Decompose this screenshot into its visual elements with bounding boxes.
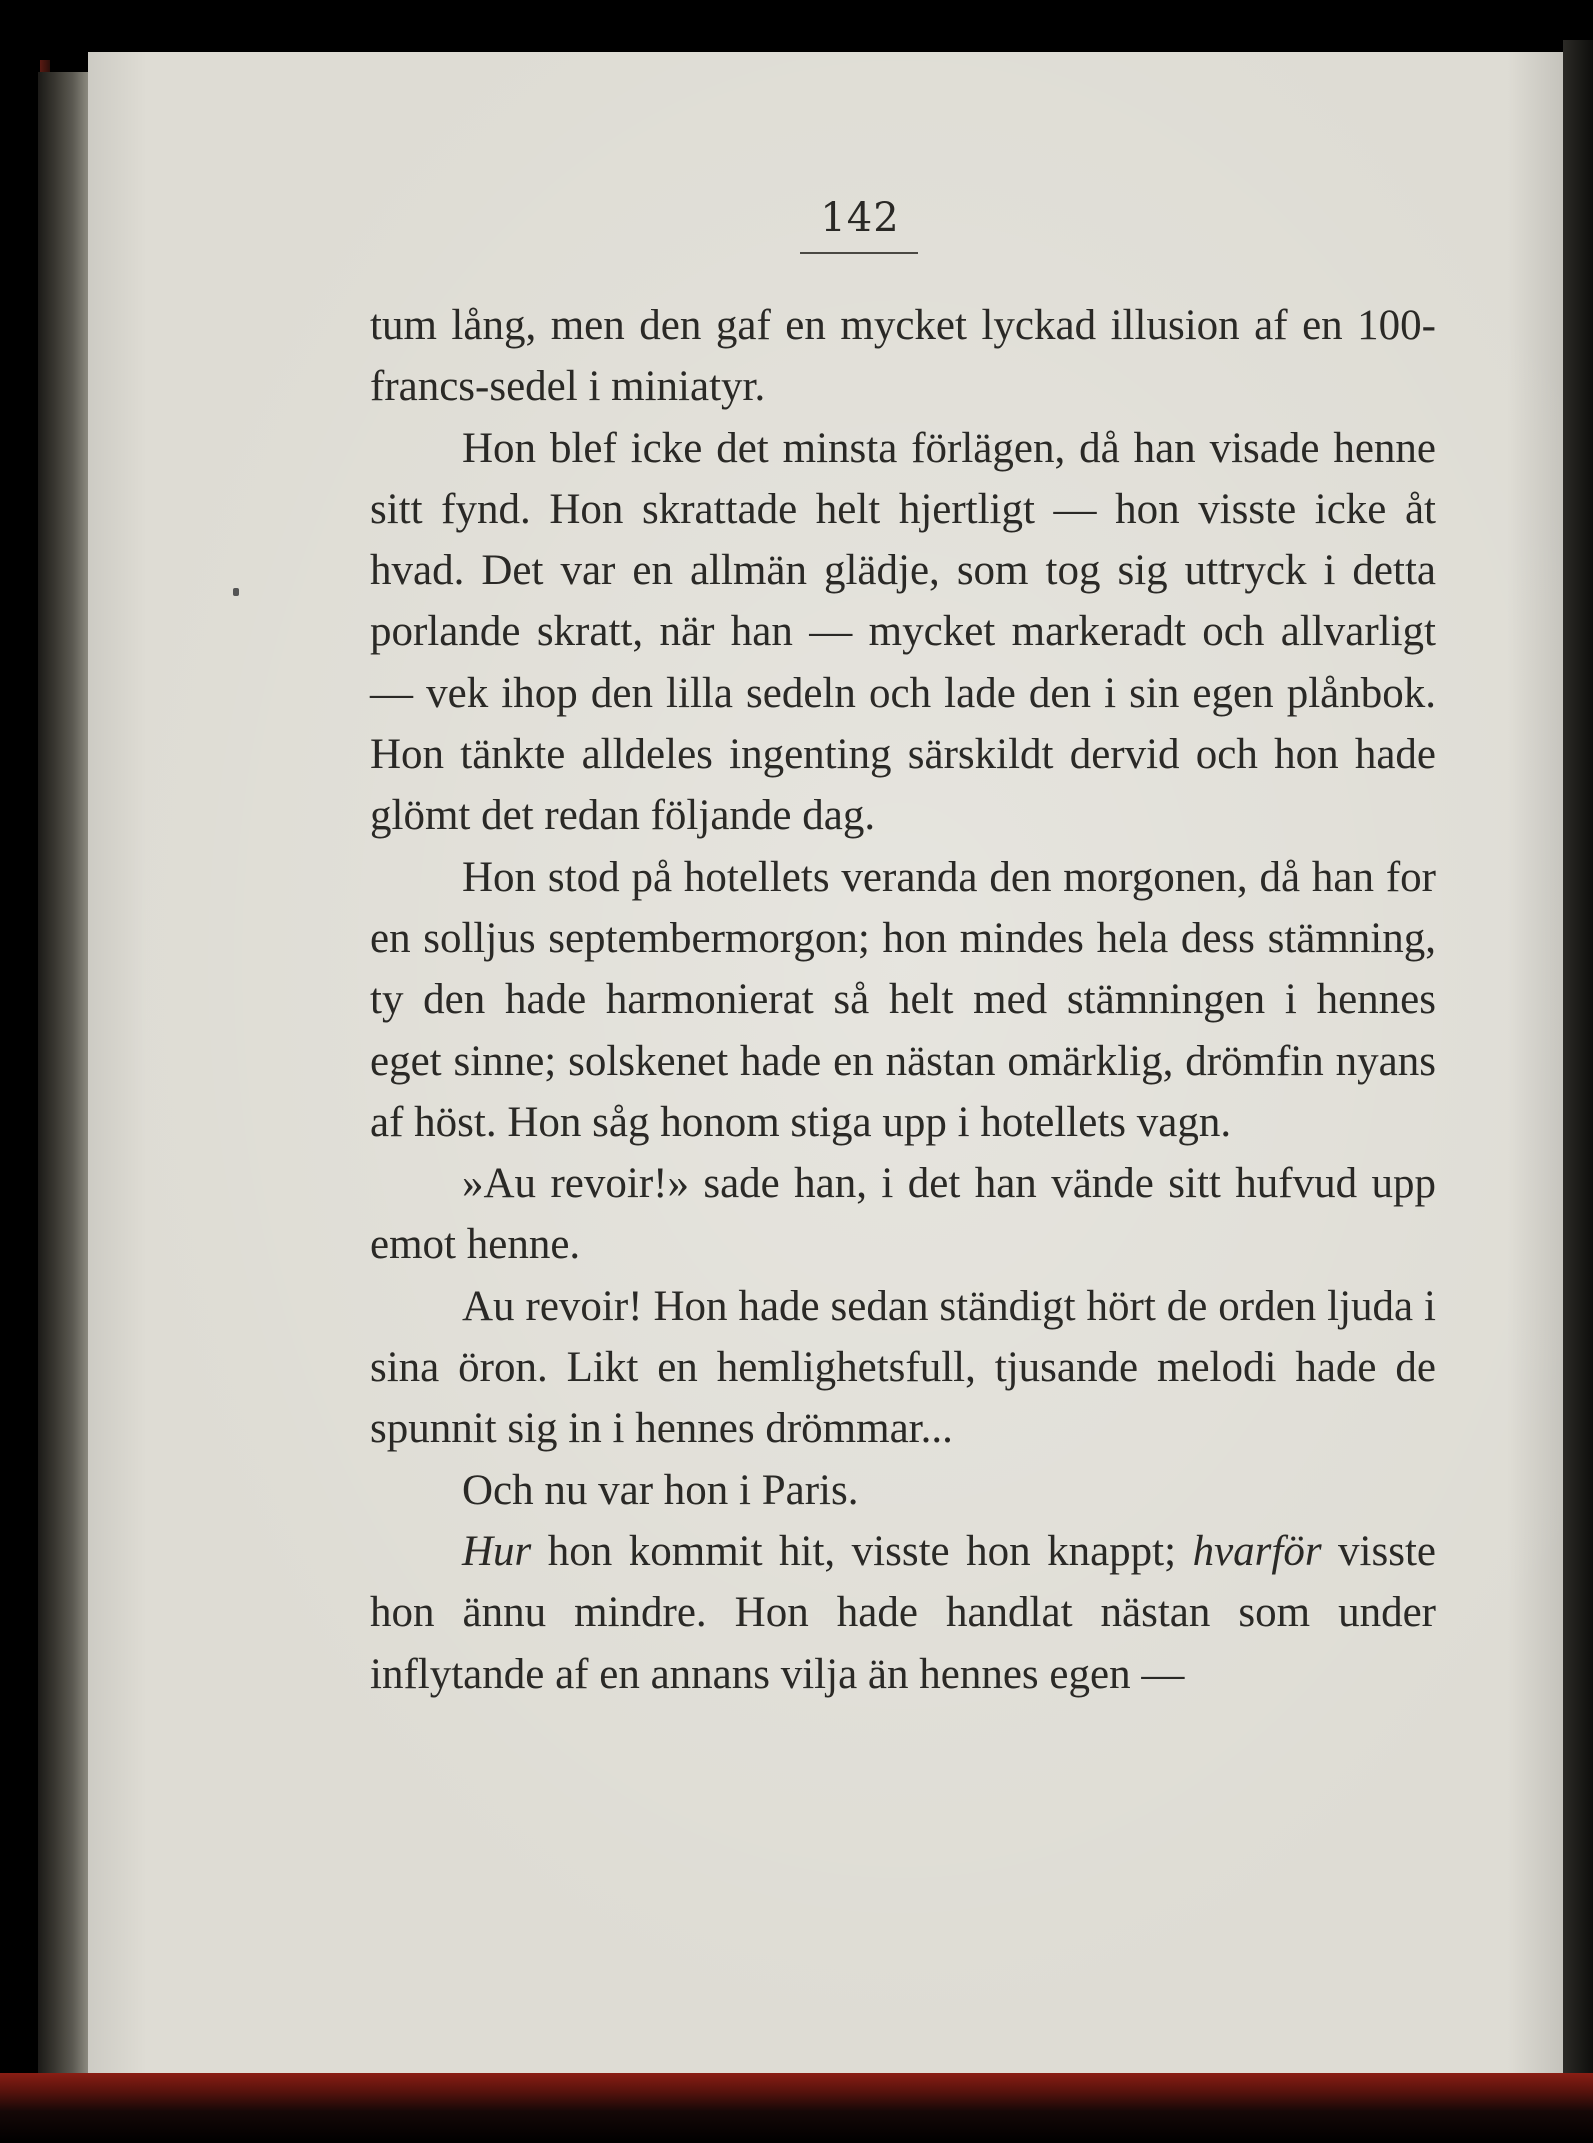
- book-spine-shadow: [38, 72, 88, 2082]
- bottom-page-edge: [0, 2073, 1593, 2143]
- page-number-rule: [800, 252, 918, 254]
- text-span: hon kommit hit, visste hon knappt;: [531, 1527, 1193, 1575]
- paragraph: Au revoir! Hon hade sedan ständigt hört de orden ljuda i sina öron. Likt en hemlighetsfull, tjusande melodi hade de spunnit sig in i hennes drömmar...: [370, 1282, 1436, 1453]
- margin-mark: [233, 588, 239, 596]
- paragraph: Hon blef icke det minsta förlägen, då han visade henne sitt fynd. Hon skrattade helt hjertligt — hon visste icke åt hvad. Det var en allmän glädje, som tog sig uttryck i detta porlande skratt, när han — mycket markeradt och allvarligt — vek ihop den lilla sedeln och lade den i sin egen plånbok. Hon tänkte alldeles ingenting särskildt dervid och hon hade glömt det redan följande dag.: [370, 424, 1436, 840]
- paragraph: Och nu var hon i Paris.: [462, 1466, 859, 1514]
- page-number: 142: [820, 195, 900, 241]
- paragraph: »Au revoir!» sade han, i det han vände sitt hufvud upp emot henne.: [370, 1160, 1436, 1269]
- text-span: visste hon ännu mindre. Hon hade handlat nästan som under inflytande af en annans vilja än hennes egen —: [370, 1527, 1436, 1698]
- paragraph: tum lång, men den gaf en mycket lyckad illusion af en 100-francs-sedel i miniatyr.: [370, 302, 1436, 411]
- paragraph-last: [370, 1521, 1436, 1705]
- italic-word: Hur: [462, 1527, 532, 1575]
- paragraph: Hon stod på hotellets veranda den morgonen, då han for en solljus septembermorgon; hon mindes hela dess stämning, ty den hade harmonierat så helt med stämningen i hennes eget sinne; solskenet hade en nästan omärklig, drömfin nyans af höst. Hon såg honom stiga upp i hotellets vagn.: [370, 853, 1436, 1146]
- italic-word: hvarför: [1192, 1527, 1322, 1575]
- body-text: [370, 295, 1436, 1705]
- right-page-edge: [1563, 40, 1593, 2100]
